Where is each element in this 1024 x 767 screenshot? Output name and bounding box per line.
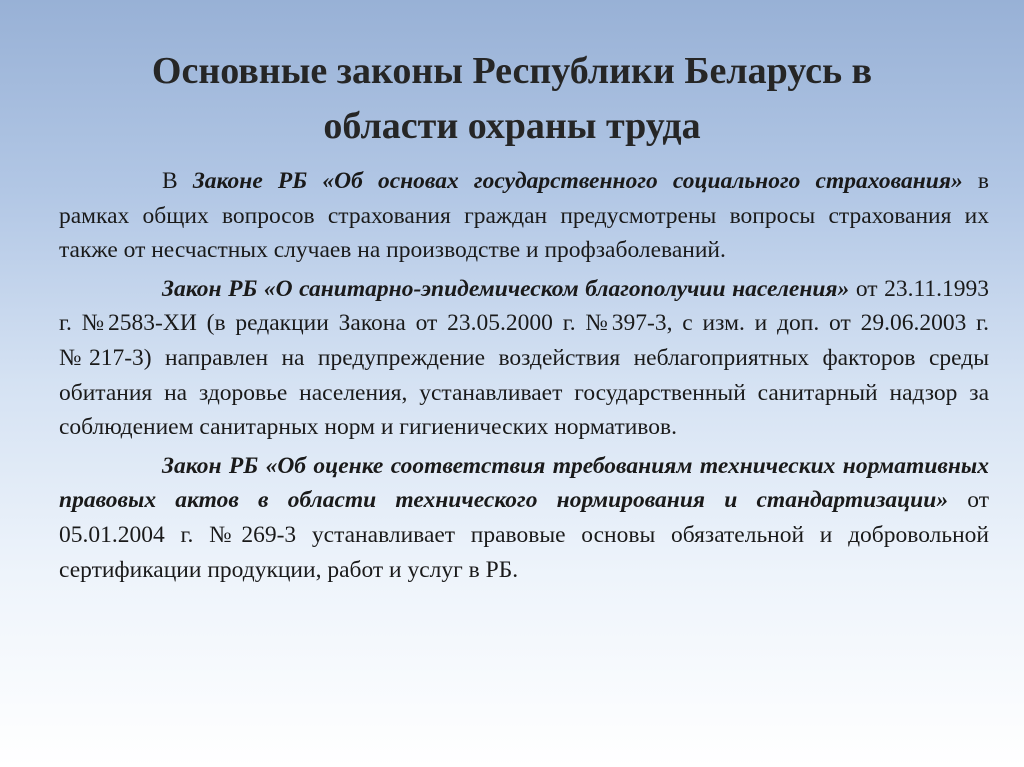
slide-title-line-2: области охраны труда	[323, 105, 701, 147]
slide-title-line-1: Основные законы Республики Беларусь в	[151, 50, 873, 92]
paragraph-sanitary-law	[59, 272, 989, 445]
paragraph-social-insurance-law	[59, 164, 989, 268]
paragraph-text: от 05.01.2004 г. №269-3 устанавливает правовые основы обязательной и добровольной сертификации продукции, работ и услуг в РБ.	[59, 487, 989, 583]
paragraph-text: от 23.11.1993 г. №2583-XИ (в редакции Закона от 23.05.2000 г. №397-3, с изм. и доп. от 29.06.2003 г. №217-3) направлен на предупреждение воздействия неблагоприятных факторов среды обитания на здоровье населения, устанавливает государственный санитарный надзор за соблюдением санитарных норм и гигиенических нормативов.	[59, 275, 989, 441]
law-name: Законе РБ «Об основах государственного социального страхования»	[192, 168, 963, 194]
paragraph-lead: В	[162, 168, 193, 194]
law-name: Закон РБ «О санитарно-эпидемическом благополучии населения»	[162, 275, 850, 302]
paragraph-text: в рамках общих вопросов страхования граждан предусмотрены вопросы страхования их также от несчастных случаев на производстве и профзаболеваний.	[59, 168, 989, 264]
slide-title	[62, 44, 962, 154]
paragraph-conformity-law	[59, 449, 989, 587]
slide-body	[59, 164, 989, 591]
law-name: Закон РБ «Об оценке соответствия требованиям технических нормативных правовых актов в области технического нормирования и стандартизации»	[59, 452, 989, 514]
